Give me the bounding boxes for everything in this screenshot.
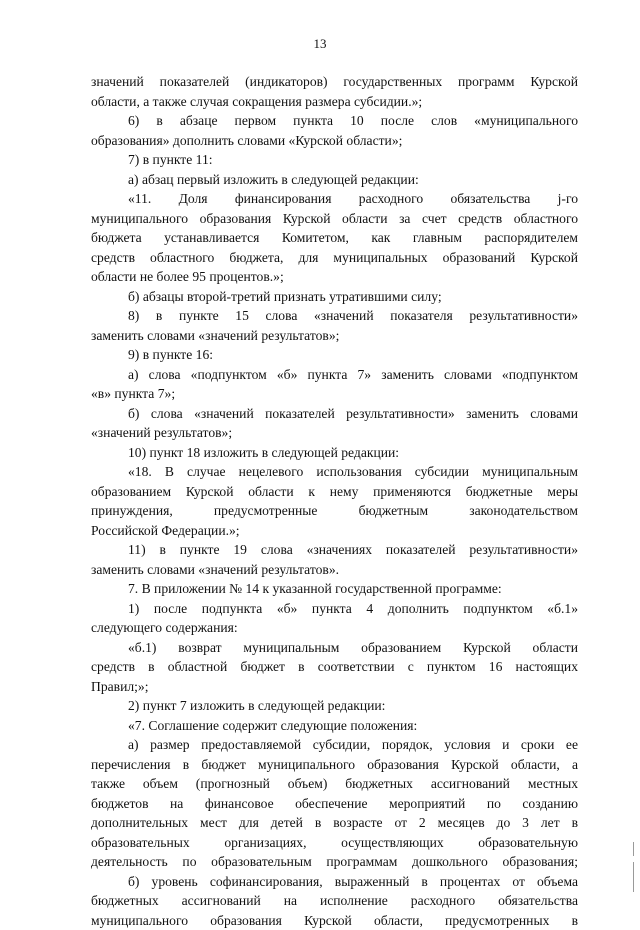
text-line: 11) в пункте 19 слова «значениях показателей результативности» [91, 540, 578, 560]
text-line: средств в областной бюджет в соответствии с пунктом 16 настоящих [91, 657, 578, 677]
text-line: области, а также случая сокращения размера субсидии.»; [91, 92, 578, 112]
text-line: 9) в пункте 16: [91, 345, 578, 365]
text-line: «б.1) возврат муниципальным образованием Курской области [91, 638, 578, 658]
text-line: области не более 95 процентов.»; [91, 267, 578, 287]
text-line: также объем (прогнозный объем) бюджетных ассигнований местных [91, 774, 578, 794]
text-line: «18. В случае нецелевого использования субсидии муниципальным [91, 462, 578, 482]
text-line: Правил;»; [91, 677, 578, 697]
text-line: а) размер предоставляемой субсидии, порядок, условия и сроки ее [91, 735, 578, 755]
text-line: 8) в пункте 15 слова «значений показателя результативности» [91, 306, 578, 326]
text-line: дополнительных мест для детей в возрасте от 2 месяцев до 3 лет в [91, 813, 578, 833]
text-line: бюджетов на финансовое обеспечение мероприятий по созданию [91, 794, 578, 814]
text-line: б) слова «значений показателей результативности» заменить словами [91, 404, 578, 424]
text-line: принуждения, предусмотренные бюджетным законодательством [91, 501, 578, 521]
text-line: заменить словами «значений результатов»; [91, 326, 578, 346]
text-line: деятельность по образовательным программам дошкольного образования; [91, 852, 578, 872]
text-line: образования» дополнить словами «Курской области»; [91, 131, 578, 151]
text-line: муниципального образования Курской области за счет средств областного [91, 209, 578, 229]
document-body [91, 72, 578, 930]
text-line: следующего содержания: [91, 618, 578, 638]
text-line: 6) в абзаце первом пункта 10 после слов «муниципального [91, 111, 578, 131]
text-line: Российской Федерации.»; [91, 521, 578, 541]
text-line: средств областного бюджета, для муниципальных образований Курской [91, 248, 578, 268]
scan-margin-mark [633, 842, 634, 856]
text-line: 7. В приложении № 14 к указанной государственной программе: [91, 579, 578, 599]
text-line: б) абзацы второй-третий признать утратившими силу; [91, 287, 578, 307]
text-line: «11. Доля финансирования расходного обязательства j-го [91, 189, 578, 209]
text-line: бюджета устанавливается Комитетом, как главным распорядителем [91, 228, 578, 248]
text-line: значений показателей (индикаторов) государственных программ Курской [91, 72, 578, 92]
text-line: «7. Соглашение содержит следующие положения: [91, 716, 578, 736]
text-line: перечисления в бюджет муниципального образования Курской области, а [91, 755, 578, 775]
text-line: а) абзац первый изложить в следующей редакции: [91, 170, 578, 190]
page-number: 13 [0, 36, 640, 52]
text-line: образованием Курской области к нему применяются бюджетные меры [91, 482, 578, 502]
text-line: заменить словами «значений результатов». [91, 560, 578, 580]
text-line: 10) пункт 18 изложить в следующей редакции: [91, 443, 578, 463]
text-line: а) слова «подпунктом «б» пункта 7» заменить словами «подпунктом [91, 365, 578, 385]
text-line: «значений результатов»; [91, 423, 578, 443]
text-line: 7) в пункте 11: [91, 150, 578, 170]
text-line: 1) после подпункта «б» пункта 4 дополнить подпунктом «б.1» [91, 599, 578, 619]
text-line: б) уровень софинансирования, выраженный в процентах от объема [91, 872, 578, 892]
text-line: «в» пункта 7»; [91, 384, 578, 404]
scan-margin-mark [633, 862, 634, 892]
text-line: муниципального образования Курской области, предусмотренных в [91, 911, 578, 930]
text-line: образовательных организациях, осуществляющих образовательную [91, 833, 578, 853]
text-line: бюджетных ассигнований на исполнение расходного обязательства [91, 891, 578, 911]
text-line: 2) пункт 7 изложить в следующей редакции: [91, 696, 578, 716]
